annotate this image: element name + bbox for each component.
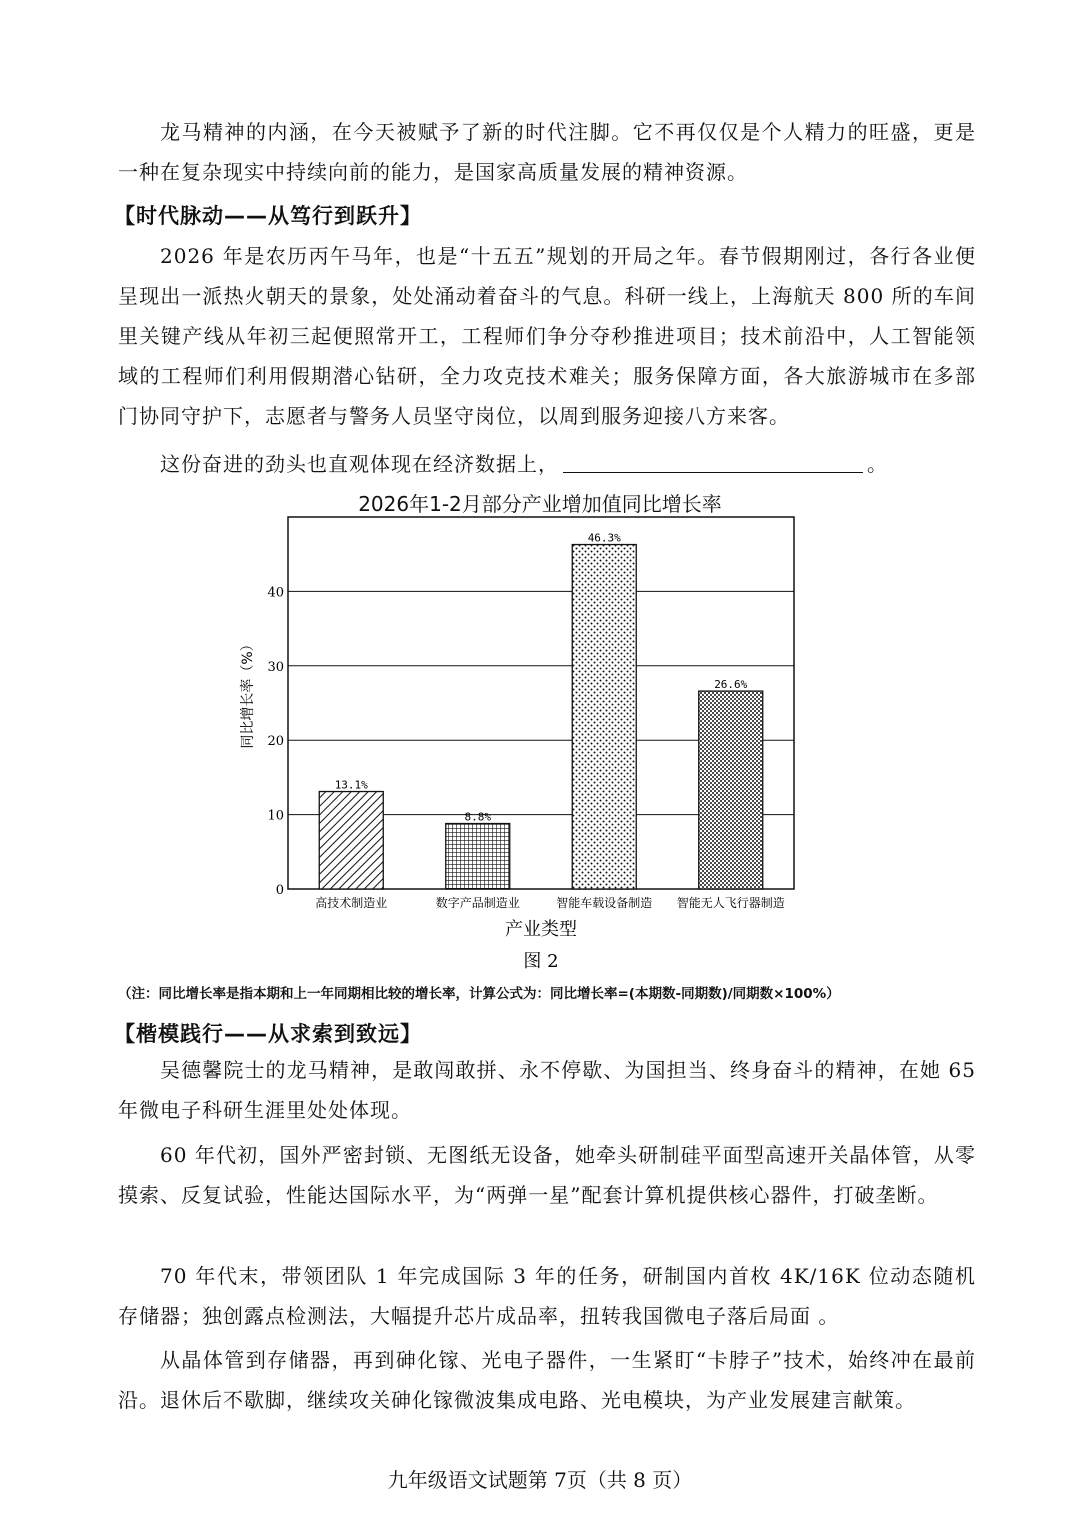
model-paragraph-3: 70 年代末，带领团队 1 年完成国际 3 年的任务，研制国内首枚 4K/16K 位动态随机存储器；独创露点检测法，大幅提升芯片成品率，扭转我国微电子落后局面 。 — [118, 1264, 976, 1328]
x-tick-label: 智能车载设备制造 — [556, 896, 653, 910]
bar-value-label: 8.8% — [464, 810, 491, 824]
y-tick-label: 20 — [267, 734, 284, 750]
section-heading-model: 【楷模践行——从求索到致远】 — [114, 1022, 422, 1046]
fill-blank-prefix: 这份奋进的劲头也直观体现在经济数据上， — [160, 452, 559, 476]
x-tick-label: 数字产品制造业 — [435, 896, 520, 910]
fill-blank-suffix: 。 — [867, 452, 888, 476]
bar — [699, 691, 763, 889]
answer-blank[interactable] — [563, 452, 863, 473]
page-footer: 九年级语文试题第 7页（共 8 页） — [387, 1468, 693, 1492]
model-paragraph-1: 吴德馨院士的龙马精神，是敢闯敢拼、永不停歇、为国担当、终身奋斗的精神，在她 65 年微电子科研生涯里处处体现。 — [118, 1058, 976, 1122]
era-paragraph: 2026 年是农历丙午马年，也是“十五五”规划的开局之年。春节假期刚过，各行各业便呈现出一派热火朝天的景象，处处涌动着奋斗的气息。科研一线上，上海航天 800 所的车间里关键产线从年初三起便照常开工，工程师们争分夺秒推进项目；技术前沿中，人工智能领域的工程师们利用假期潜心钻研，全力攻克技术难关；服务保障方面，各大旅游城市在多部门协同守护下，志愿者与警务人员坚守岗位，以周到服务迎接八方来客。 — [118, 244, 976, 428]
bar-value-label: 46.3% — [587, 531, 621, 545]
bar-value-label: 26.6% — [714, 678, 748, 692]
fill-blank-sentence — [118, 444, 976, 484]
growth-rate-chart — [200, 484, 840, 974]
chart-svg — [200, 484, 880, 974]
section-heading-era: 【时代脉动——从笃行到跃升】 — [114, 204, 422, 228]
x-tick-label: 高技术制造业 — [315, 896, 388, 910]
chart-note: （注：同比增长率是指本期和上一年同期相比较的增长率，计算公式为：同比增长率=(本期数-同期数)/同期数×100%） — [118, 986, 840, 1002]
bar — [572, 545, 636, 889]
y-tick-label: 10 — [267, 808, 284, 824]
chart-title: 2026年1-2月部分产业增加值同比增长率 — [358, 492, 722, 516]
y-tick-label: 30 — [267, 659, 284, 675]
bar — [319, 792, 383, 889]
bar — [446, 824, 510, 889]
model-paragraph-4: 从晶体管到存储器，再到砷化镓、光电子器件，一生紧盯“卡脖子”技术，始终冲在最前沿。退休后不歇脚，继续攻关砷化镓微波集成电路、光电模块，为产业发展建言献策。 — [118, 1348, 976, 1412]
x-tick-label: 智能无人飞行器制造 — [676, 896, 785, 910]
y-tick-label: 0 — [275, 883, 284, 898]
x-axis-label: 产业类型 — [505, 919, 577, 940]
figure-label: 图 2 — [523, 951, 559, 972]
y-tick-label: 40 — [267, 585, 284, 601]
bar-value-label: 13.1% — [334, 778, 368, 792]
model-paragraph-2: 60 年代初，国外严密封锁、无图纸无设备，她牵头研制硅平面型高速开关晶体管，从零摸索、反复试验，性能达国际水平，为“两弹一星”配套计算机提供核心器件，打破垄断。 — [118, 1143, 976, 1207]
intro-paragraph: 龙马精神的内涵，在今天被赋予了新的时代注脚。它不再仅仅是个人精力的旺盛，更是一种在复杂现实中持续向前的能力，是国家高质量发展的精神资源。 — [118, 120, 976, 184]
y-axis-label: 同比增长率（%） — [240, 637, 256, 749]
